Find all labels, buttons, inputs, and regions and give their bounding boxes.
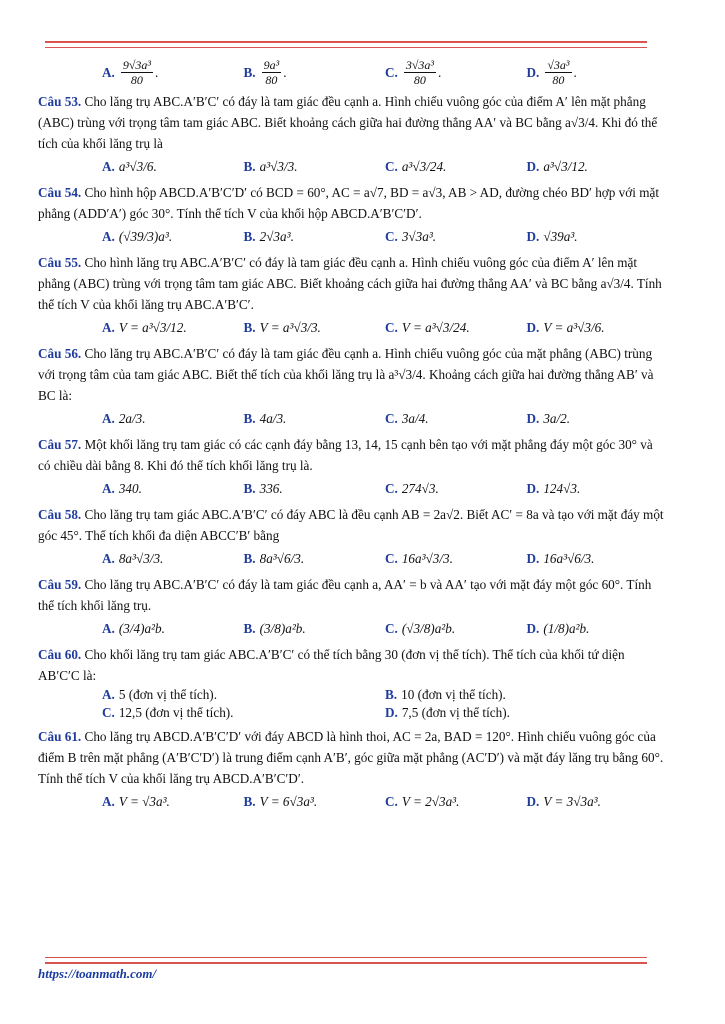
option-value: V = a³√3/6. [543, 320, 605, 335]
question-58 [38, 504, 668, 546]
question-59 [38, 574, 668, 616]
option-value: (3/8)a²b. [259, 621, 306, 636]
option-letter: A. [102, 621, 115, 636]
option-a [38, 478, 244, 500]
option-value: (√39/3)a³. [118, 229, 173, 244]
option-d: D. $\frac{\text{√3a³}}{80}$ . [526, 58, 577, 87]
option-value: √39a³. [543, 229, 578, 244]
option-c [385, 226, 527, 248]
option-value: V = a³√3/3. [259, 320, 321, 335]
questions-53-59 [38, 91, 668, 640]
option-d [527, 478, 669, 500]
option-letter: A. [102, 481, 115, 496]
question-text: Cho lăng trụ ABC.A′B′C′ có đáy là tam giác đều cạnh a. Hình chiếu vuông góc của mặt phẳng (ABC) trùng với trọng tâm của tam giác ABC. Biết thể tích của khối lăng trụ là a³√3/4. Khoảng cách giữa hai đường thẳng AB′ và BC là: [38, 346, 654, 403]
option-letter: D. [526, 320, 540, 335]
option-value: 3√3a³. [401, 229, 437, 244]
options-q61 [38, 791, 668, 813]
option-c [385, 408, 527, 430]
option-a: A. 5 (đơn vị thể tích). [102, 687, 217, 702]
question-label: Câu 58. [38, 507, 82, 522]
option-d [527, 618, 669, 640]
options-q58 [38, 548, 668, 570]
options-q56 [38, 408, 668, 430]
question-label: Câu 56. [38, 346, 82, 361]
option-letter: B. [243, 229, 256, 244]
option-letter: D. [526, 411, 540, 426]
option-value: 16a³√6/3. [543, 551, 595, 566]
question-label: Câu 59. [38, 577, 82, 592]
option-letter: A. [102, 320, 115, 335]
question-text: Cho hình hộp ABCD.A′B′C′D′ có BCD = 60°, AC = a√7, BD = a√3, AB > AD, đường chéo BD′ hợp với mặt phẳng (ADD′A′) góc 30°. Tính thể tích V của khối hộp ABCD.A′B′C′D′. [38, 185, 659, 221]
question-label: Câu 55. [38, 255, 82, 270]
option-letter: A. [102, 411, 115, 426]
option-value: 336. [259, 481, 283, 496]
option-b [244, 226, 386, 248]
option-value: 3a/2. [543, 411, 571, 426]
question-55 [38, 252, 668, 315]
option-b: B. 10 (đơn vị thể tích). [385, 687, 506, 702]
option-b [244, 156, 386, 178]
option-d [527, 156, 669, 178]
options-q57 [38, 478, 668, 500]
option-letter: C. [385, 551, 398, 566]
option-letter: D. [526, 159, 540, 174]
option-letter: C. [385, 159, 398, 174]
option-letter: B. [243, 320, 256, 335]
question-text: Một khối lăng trụ tam giác có các cạnh đáy bằng 13, 14, 15 cạnh bên tạo với mặt phẳng đáy một góc 30° và có chiều dài bằng 8. Khi đó thể tích khối lăng trụ là. [38, 437, 653, 473]
question-label: Câu 54. [38, 185, 82, 200]
option-b [244, 548, 386, 570]
question-label: Câu 53. [38, 94, 82, 109]
question-61: Câu 61. Cho lăng trụ ABCD.A′B′C′D′ với đáy ABCD là hình thoi, AC = 2a, BAD = 120°. Hình chiếu vuông góc của điểm B trên mặt phẳng (A′B′C′D′) là trung điểm cạnh A′B′, góc giữa mặt phẳng (AC′D′) và mặt đáy lăng trụ bằng 60°. Tính thể tích V của khối lăng trụ ABCD.A′B′C′D′. [38, 729, 664, 786]
option-a: A. V = √3a³. [102, 794, 170, 809]
option-value: 8a³√6/3. [259, 551, 305, 566]
option-value: 2a/3. [118, 411, 146, 426]
question-label: Câu 57. [38, 437, 82, 452]
option-letter: D. [526, 621, 540, 636]
options-q54 [38, 226, 668, 248]
question-text: Cho lăng trụ ABC.A′B′C′ có đáy là tam giác đều cạnh a, AA′ = b và AA′ tạo với mặt đáy một góc 60°. Tính thể tích khối lăng trụ. [38, 577, 652, 613]
option-value: V = a³√3/12. [118, 320, 187, 335]
option-value: a³√3/24. [401, 159, 447, 174]
option-letter: D. [526, 551, 540, 566]
options-q59 [38, 618, 668, 640]
option-letter: A. [102, 551, 115, 566]
option-c [385, 478, 527, 500]
option-c [385, 156, 527, 178]
option-letter: C. [385, 320, 398, 335]
option-value: 4a/3. [259, 411, 287, 426]
question-57 [38, 434, 668, 476]
option-letter: C. [385, 411, 398, 426]
option-d [527, 226, 669, 248]
option-letter: C. [385, 229, 398, 244]
option-b: B. $\frac{\text{9a³}}{80}$ . [243, 58, 287, 87]
question-60: Câu 60. Cho khối lăng trụ tam giác ABC.A′B′C′ có thể tích bằng 30 (đơn vị thể tích). Thể tích của khối tứ diện AB′C′C là: [38, 647, 625, 683]
option-value: 3a/4. [401, 411, 429, 426]
footer-rule [45, 957, 647, 964]
option-letter: A. [102, 229, 115, 244]
option-d [527, 548, 669, 570]
option-letter: B. [243, 621, 256, 636]
option-letter: D. [526, 229, 540, 244]
option-letter: B. [243, 481, 256, 496]
option-c: C. 12,5 (đơn vị thể tích). [102, 705, 234, 720]
option-value: 8a³√3/3. [118, 551, 164, 566]
option-c: C. $\frac{\text{3√3a³}}{80}$ . [385, 58, 442, 87]
option-value: 340. [118, 481, 142, 496]
option-b [244, 478, 386, 500]
option-value: (1/8)a²b. [543, 621, 590, 636]
option-a [38, 408, 244, 430]
option-value: 274√3. [401, 481, 439, 496]
question-text: Cho lăng trụ ABC.A′B′C′ có đáy là tam giác đều cạnh a. Hình chiếu vuông góc của điểm A′ lên mặt phẳng (ABC) trùng với trọng tâm tam giác ABC. Biết khoảng cách giữa hai đường thẳng AA′ và BC bằng a√3/4. Khi đó thể tích của khối lăng trụ là [38, 94, 658, 151]
options-q55 [38, 317, 668, 339]
option-a [38, 548, 244, 570]
options-q53 [38, 156, 668, 178]
question-54 [38, 182, 668, 224]
option-a [38, 156, 244, 178]
option-value: 16a³√3/3. [401, 551, 453, 566]
option-c [385, 317, 527, 339]
option-b: B. V = 6√3a³. [243, 794, 318, 809]
option-d: D. 7,5 (đơn vị thể tích). [385, 705, 510, 720]
question-list [38, 52, 668, 813]
option-value: 124√3. [543, 481, 581, 496]
option-letter: C. [385, 481, 398, 496]
option-letter: B. [243, 551, 256, 566]
options-q60 [38, 686, 668, 704]
option-a [38, 618, 244, 640]
option-a: A. $\frac{\text{9√3a³}}{80}$ . [102, 58, 159, 87]
option-a [38, 226, 244, 248]
option-d [527, 408, 669, 430]
question-56 [38, 343, 668, 406]
option-value: a³√3/12. [543, 159, 588, 174]
option-c: C. V = 2√3a³. [385, 794, 460, 809]
option-value: (3/4)a²b. [118, 621, 165, 636]
option-value: V = a³√3/24. [401, 320, 470, 335]
option-letter: C. [385, 621, 398, 636]
option-letter: B. [243, 411, 256, 426]
question-53 [38, 91, 668, 154]
option-c [385, 618, 527, 640]
option-value: (√3/8)a²b. [401, 621, 456, 636]
options-q52 [38, 58, 668, 87]
option-value: 2√3a³. [259, 229, 294, 244]
question-text: Cho lăng trụ tam giác ABC.A′B′C′ có đáy ABC là đều cạnh AB = 2a√2. Biết AC′ = 8a và tạo với mặt đáy một góc 45°. Thể tích khối đa diện ABCC′B′ bằng [38, 507, 664, 543]
options-q60-2 [38, 704, 668, 722]
option-b [244, 408, 386, 430]
option-letter: B. [243, 159, 256, 174]
option-b [244, 618, 386, 640]
footer-link[interactable]: https://toanmath.com/ [38, 966, 157, 981]
option-d [527, 317, 669, 339]
option-value: a³√3/3. [259, 159, 298, 174]
header-rule [45, 41, 647, 48]
option-value: a³√3/6. [118, 159, 157, 174]
option-d: D. V = 3√3a³. [526, 794, 601, 809]
question-text: Cho hình lăng trụ ABC.A′B′C′ có đáy là tam giác đều cạnh a. Hình chiếu vuông góc của điểm A′ lên mặt phẳng (ABC) trùng với trọng tâm tam giác ABC. Biết khoảng cách giữa hai đường thẳng AA′ và BC bằng a√3/4. Tính thể tích V của khối lăng trụ ABC.A′B′C′. [38, 255, 662, 312]
option-a [38, 317, 244, 339]
option-b [244, 317, 386, 339]
option-letter: D. [526, 481, 540, 496]
option-c [385, 548, 527, 570]
option-letter: A. [102, 159, 115, 174]
